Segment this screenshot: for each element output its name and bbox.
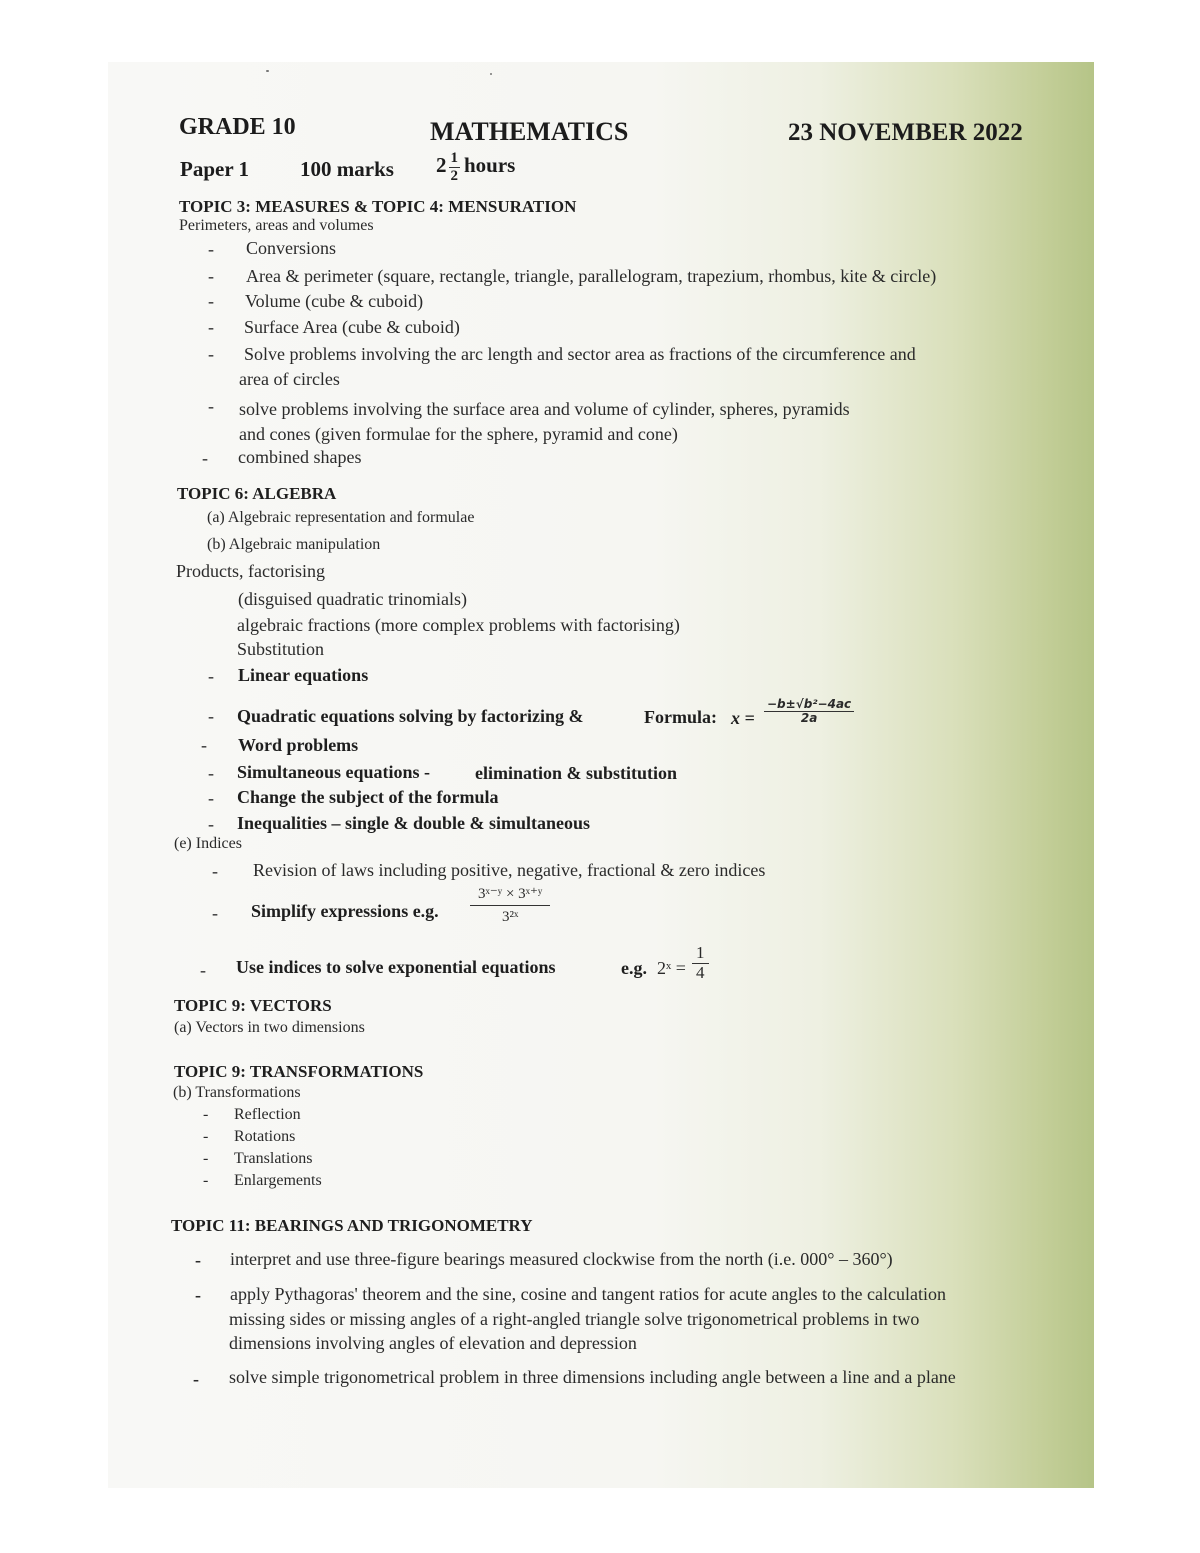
exponential-lhs: 2ˣ =	[657, 958, 686, 978]
topic3-item: combined shapes	[238, 447, 362, 467]
quadratic-formula	[764, 698, 854, 725]
simplify-expression	[470, 886, 550, 925]
topic6-sub-item: Substitution	[237, 639, 325, 659]
formula-label: Formula:	[644, 707, 717, 727]
paper-label: Paper 1	[180, 157, 250, 181]
transformation-item: Enlargements	[234, 1172, 322, 1189]
topic6-quadratic: Quadratic equations solving by factorizing &	[237, 706, 584, 726]
topic9-vectors-a: (a) Vectors in two dimensions	[174, 1019, 365, 1036]
bullet-dash: -	[203, 1106, 209, 1123]
simplify-denominator: 3²ˣ	[502, 908, 519, 925]
formula-lhs: x =	[731, 708, 755, 728]
exponential-eg: e.g.	[621, 958, 647, 978]
bullet-dash: -	[208, 344, 214, 364]
bullet-dash: -	[212, 861, 218, 881]
topic6-revision: Revision of laws including positive, negative, fractional & zero indices	[253, 860, 766, 880]
topic11-item: interpret and use three-figure bearings measured clockwise from the north (i.e. 000° – 360°)	[230, 1249, 893, 1269]
topic3-intro: Perimeters, areas and volumes	[179, 217, 374, 234]
topic3-item: Surface Area (cube & cuboid)	[244, 317, 460, 337]
duration-unit: hours	[464, 152, 516, 177]
marks-label: 100 marks	[300, 157, 394, 181]
topic6-b: (b) Algebraic manipulation	[207, 536, 381, 553]
topic11-title: TOPIC 11: BEARINGS AND TRIGONOMETRY	[171, 1216, 533, 1235]
bullet-dash: -	[212, 903, 218, 923]
topic3-item-cont: and cones (given formulae for the sphere, pyramid and cone)	[239, 424, 678, 444]
topic6-title: TOPIC 6: ALGEBRA	[177, 484, 337, 503]
topic11-item-cont: missing sides or missing angles of a right-angled triangle solve trigonometrical problems in two	[229, 1309, 920, 1329]
exponential-denominator: 4	[696, 962, 705, 982]
bullet-dash: -	[208, 317, 214, 337]
grade-label: GRADE 10	[179, 114, 296, 140]
topic6-simultaneous: Simultaneous equations -	[237, 762, 431, 782]
bullet-dash: -	[208, 788, 214, 808]
topic9-transformations-b: (b) Transformations	[173, 1084, 301, 1101]
simplify-fraction	[470, 886, 550, 925]
bullet-dash: -	[208, 706, 214, 726]
topic6-exponential: Use indices to solve exponential equations	[236, 957, 556, 977]
duration-whole: 2	[436, 152, 447, 177]
quadratic-fraction	[764, 698, 854, 725]
topic9-transformations-title: TOPIC 9: TRANSFORMATIONS	[174, 1062, 424, 1081]
bullet-dash: -	[208, 396, 214, 416]
topic9-vectors-title: TOPIC 9: VECTORS	[174, 996, 332, 1015]
duration-fraction	[449, 150, 461, 184]
scan-speck	[266, 70, 269, 72]
topic3-title: TOPIC 3: MEASURES & TOPIC 4: MENSURATION	[179, 197, 577, 216]
topic11-item: apply Pythagoras' theorem and the sine, cosine and tangent ratios for acute angles to the calculation	[230, 1284, 947, 1304]
topic11-item: solve simple trigonometrical problem in three dimensions including angle between a line and a plane	[229, 1367, 956, 1387]
topic6-simplify: Simplify expressions e.g.	[251, 901, 439, 921]
duration-num: 1	[450, 150, 458, 166]
bullet-dash: -	[208, 266, 214, 286]
topic6-indices: (e) Indices	[174, 835, 242, 852]
bullet-dash: -	[202, 448, 208, 468]
topic6-inequalities: Inequalities – single & double & simultaneous	[237, 813, 591, 833]
simplify-numerator: 3ˣ⁻ʸ × 3ˣ⁺ʸ	[470, 886, 550, 906]
topic6-products: Products, factorising	[176, 561, 325, 581]
topic6-word: Word problems	[238, 735, 359, 755]
topic6-subject: Change the subject of the formula	[237, 787, 499, 807]
formula-numerator: −b±√b²−4ac	[764, 698, 854, 712]
bullet-dash: -	[203, 1150, 209, 1167]
topic11-item-cont: dimensions involving angles of elevation and depression	[229, 1333, 637, 1353]
bullet-dash: -	[203, 1172, 209, 1189]
bullet-dash: -	[208, 666, 214, 686]
bullet-dash: -	[208, 291, 214, 311]
bullet-dash: -	[200, 960, 206, 980]
formula-denominator: 2a	[800, 711, 818, 726]
bullet-dash: -	[195, 1285, 201, 1305]
bullet-dash: -	[208, 239, 214, 259]
scan-speck	[490, 73, 492, 75]
topic3-item: Area & perimeter (square, rectangle, triangle, parallelogram, trapezium, rhombus, kite & circle)	[246, 266, 937, 286]
exponential-fraction	[692, 944, 709, 982]
bullet-dash: -	[208, 814, 214, 834]
topic6-simultaneous-methods: elimination & substitution	[475, 763, 678, 783]
transformation-item: Reflection	[234, 1106, 301, 1123]
bullet-dash: -	[193, 1369, 199, 1389]
exponential-numerator: 1	[692, 944, 709, 964]
exam-date: 23 NOVEMBER 2022	[788, 119, 1023, 146]
subject-label: MATHEMATICS	[430, 117, 629, 146]
topic6-linear: Linear equations	[238, 665, 369, 685]
topic3-item: Solve problems involving the arc length and sector area as fractions of the circumference and	[244, 344, 916, 364]
transformation-item: Translations	[234, 1150, 313, 1167]
duration-den: 2	[450, 167, 458, 184]
topic3-item: solve problems involving the surface area and volume of cylinder, spheres, pyramids	[239, 399, 850, 419]
topic6-sub-item: (disguised quadratic trinomials)	[238, 589, 467, 609]
topic6-sub-item: algebraic fractions (more complex problems with factorising)	[237, 615, 680, 635]
topic3-item: Volume (cube & cuboid)	[245, 291, 424, 311]
topic3-item: Conversions	[246, 238, 336, 258]
duration-label	[436, 150, 515, 184]
bullet-dash: -	[208, 763, 214, 783]
bullet-dash: -	[195, 1250, 201, 1270]
bullet-dash: -	[201, 735, 207, 755]
topic3-item-cont: area of circles	[239, 369, 340, 389]
transformation-item: Rotations	[234, 1128, 296, 1145]
exponential-rhs	[692, 944, 709, 982]
bullet-dash: -	[203, 1128, 209, 1145]
topic6-a: (a) Algebraic representation and formulae	[207, 509, 475, 526]
